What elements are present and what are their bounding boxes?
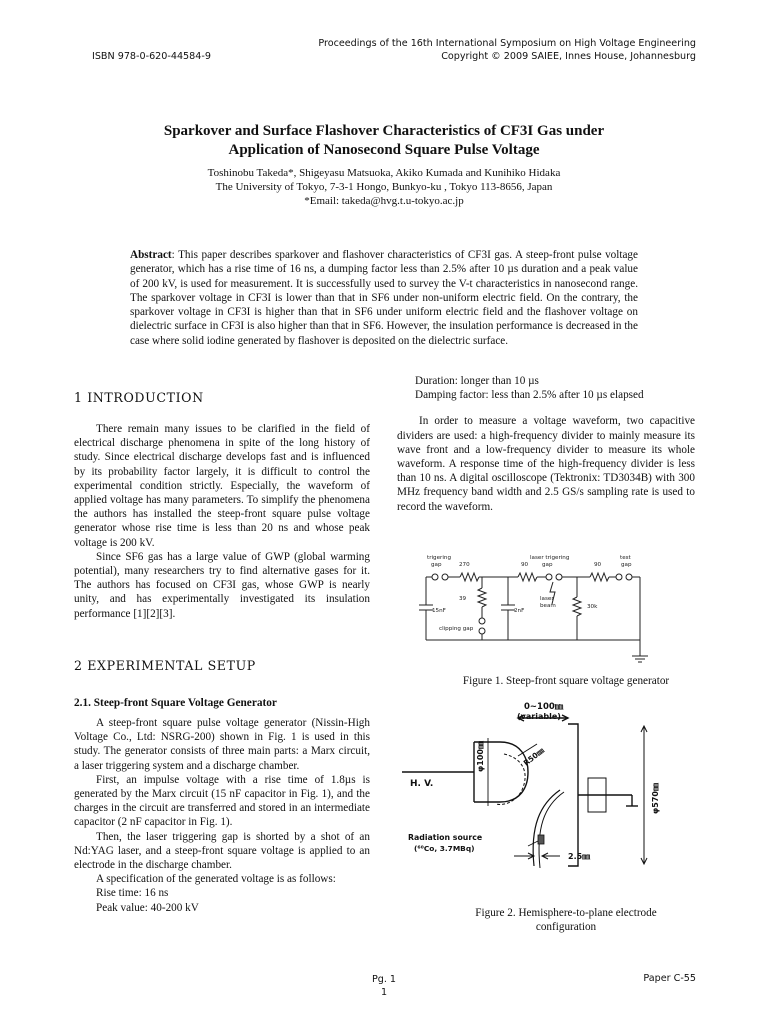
author-block: [60, 166, 708, 208]
figure2-caption-line1: Figure 2. Hemisphere-to-plane electrode: [475, 907, 657, 919]
label-test: test: [620, 555, 631, 561]
label-distance: 2.5㎜: [568, 852, 591, 861]
label-d100: φ100㎜: [476, 741, 485, 772]
right-column-body: [397, 374, 695, 514]
label-r90b: 90: [594, 562, 602, 568]
author-email: *Email: takeda@hvg.t.u-tokyo.ac.jp: [304, 195, 464, 207]
label-d570: φ570㎜: [651, 783, 660, 814]
section2-paragraph2: First, an impulse voltage with a rise time of 1.8µs is generated by the Marx circuit (15 nF capacitor in Fig. 1), and the charges in the circuit are transferred and stored in an intermediate capacitor (2 nF capacitor in Fig. 1).: [74, 773, 370, 829]
section1-heading: 1 INTRODUCTION: [74, 390, 204, 405]
label-r30k: 30k: [587, 604, 598, 610]
figure1-circuit-diagram: [412, 548, 672, 666]
section2-body: [74, 716, 370, 915]
section2-paragraph3: Then, the laser triggering gap is shorted by a shot of an Nd:YAG laser, and a steep-front square voltage is applied to an electrode in the discharge chamber.: [74, 830, 370, 872]
section1-body: [74, 422, 370, 621]
label-gap-range: 0~100㎜: [524, 702, 564, 712]
figure2-caption-line2: configuration: [535, 921, 597, 933]
label-gap: gap: [621, 562, 632, 568]
spec-item: Damping factor: less than 2.5% after 10 µs elapsed: [415, 389, 644, 402]
author-names: Toshinobu Takeda*, Shigeyasu Matsuoka, Akiko Kumada and Kunihiko Hidaka: [207, 167, 561, 179]
section2-paragraph5: In order to measure a voltage waveform, two capacitive dividers are used: a high-frequency divider to mainly measure its wave front and a low-frequency divider to measure its whole waveform. A response time of the high-frequency divider is less than 10 ns. A digital oscilloscope (Tektronix: TD3034B) with 300 MHz frequency band width and 2.5 GS/s sampling rate is used to record the waveform.: [397, 415, 695, 513]
spec-item: Peak value: 40-200 kV: [96, 901, 199, 914]
label-clipping-gap: clipping gap: [439, 626, 474, 632]
label-c15nf: 15nF: [432, 608, 446, 614]
label-variable: (variable): [517, 712, 561, 721]
figure2-caption: [397, 906, 735, 934]
footer-page: Pg. 1: [371, 974, 397, 985]
abstract: [130, 248, 638, 348]
proceedings-line1: Proceedings of the 16th International Symposium on High Voltage Engineering: [318, 38, 696, 49]
proceedings-line2: Copyright © 2009 SAIEE, Innes House, Johannesburg: [441, 50, 696, 62]
label-r39: 39: [459, 596, 467, 602]
label-radiation-source: Radiation source: [408, 833, 483, 842]
label-gap: gap: [542, 562, 553, 568]
label-hv: H. V.: [410, 779, 434, 789]
label-laser: laser: [540, 596, 554, 602]
subsection-heading: 2.1. Steep-front Square Voltage Generator: [74, 697, 277, 709]
section2-heading: 2 EXPERIMENTAL SETUP: [74, 658, 256, 673]
section2-paragraph1: A steep-front square pulse voltage generator (Nissin-High Voltage Co., Ltd: NSRG-200) shown in Fig. 1 is used in this study. The generator consists of three main parts: a Marx circuit, a laser triggering system and a discharge chamber.: [74, 717, 370, 772]
spec-item: Rise time: 16 ns: [96, 887, 169, 900]
proceedings-header: [318, 38, 696, 63]
title-line2: Application of Nanosecond Square Pulse Voltage: [228, 142, 540, 158]
section1-paragraph1: There remain many issues to be clarified in the field of electrical discharge phenomena in spite of the long history of study. Since electrical discharge develops fast and is influenced by its probability factor largely, it is difficult to control the experimental condition strictly. Especially, the waveform of applied voltage has many parameters. To simplify the phenomena the authors has installed the steep-front square pulse voltage generator whose rise time is less than 20 ns and whose peak voltage is 200 kV.: [74, 423, 370, 549]
section2-paragraph4: A specification of the generated voltage is as follows:: [96, 873, 336, 886]
abstract-label: Abstract: [130, 249, 172, 261]
label-beam: beam: [540, 603, 556, 609]
label-gap: gap: [431, 562, 442, 568]
affiliation: The University of Tokyo, 7-3-1 Hongo, Bunkyo-ku , Tokyo 113-8656, Japan: [215, 181, 553, 193]
section1-paragraph2: Since SF6 gas has a large value of GWP (global warming potential), many researchers try to find alternative gases for it. The authors has focused on CF3I gas, whose GWP is nearly unity, and has experimentally investigated its insulation performance [1][2][3].: [74, 550, 370, 620]
label-radiation-isotope: (⁶⁰Co, 3.7MBq): [414, 844, 475, 853]
abstract-text: : This paper describes sparkover and flashover characteristics of CF3I gas. A steep-front pulse voltage generator, which has a rise time of 16 ns, a dumping factor less than 2.5% after 10 µs duration and a peak value of 200 kV, is used for measurement. It is successfully used to survey the V-t characteristics in nanosecond range. The sparkover voltage in CF3I is lower than that in SF6 under non-uniform electric field. On the contrary, the sparkover voltage in CF3I is higher than that in SF6 under uniform electric field and the flashover voltage on dielectric surface in CF3I is also higher than that in SF6. However, the insulation performance is decreased in the case where solid iodine generated by flashover is deposited on the dielectric surface.: [130, 249, 638, 347]
figure2-electrode-diagram: [400, 696, 700, 894]
isbn: ISBN 978-0-620-44584-9: [92, 51, 211, 62]
figure1-caption: Figure 1. Steep-front square voltage generator: [462, 675, 670, 687]
footer-page-number: 1: [380, 987, 388, 998]
label-r50: R50㎜: [521, 745, 546, 768]
paper-title: [60, 122, 708, 160]
paper-id: Paper C-55: [643, 973, 696, 984]
label-laser-trigering: laser trigering: [530, 555, 570, 561]
label-c2nf: 2nF: [514, 608, 525, 614]
spec-item: Duration: longer than 10 µs: [415, 375, 539, 387]
label-trigering: trigering: [427, 555, 451, 561]
label-r270: 270: [459, 562, 470, 568]
title-line1: Sparkover and Surface Flashover Characteristics of CF3I Gas under: [163, 123, 605, 139]
label-r90a: 90: [521, 562, 529, 568]
